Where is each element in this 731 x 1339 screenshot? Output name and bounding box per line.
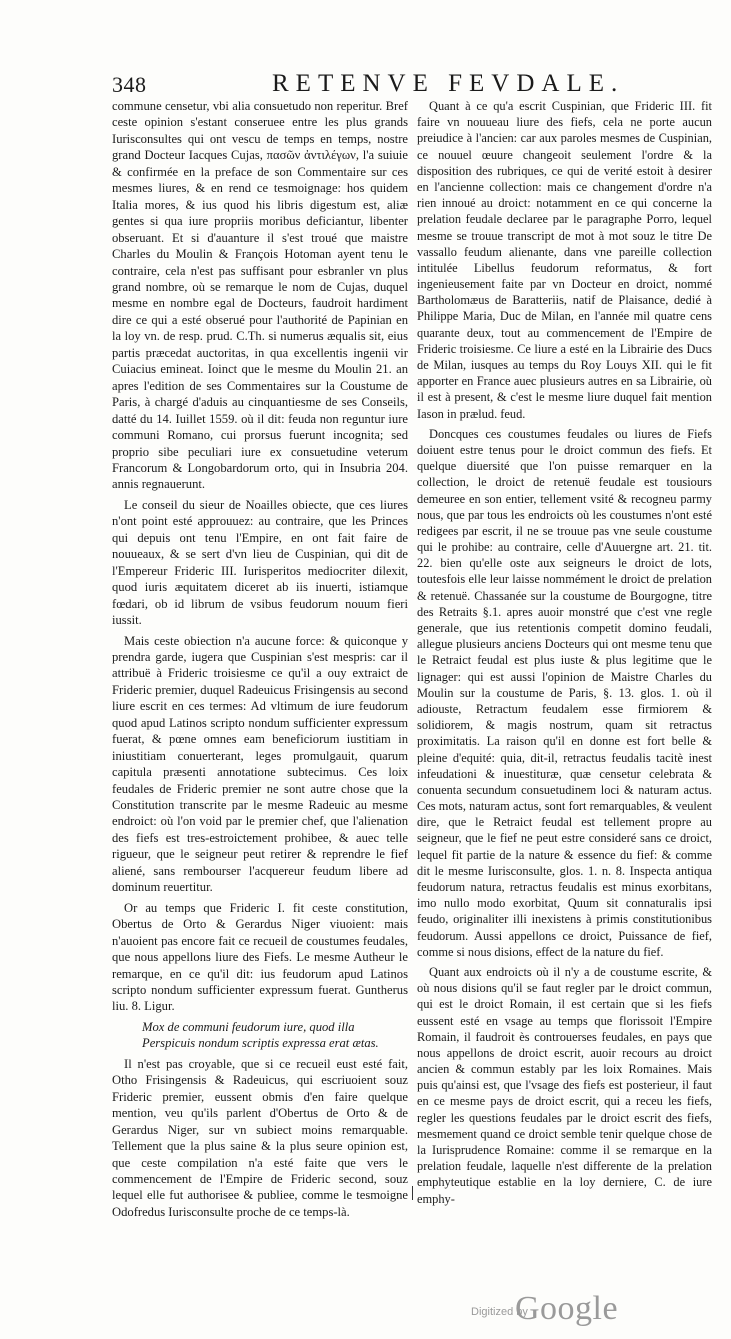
paragraph: Le conseil du sieur de Noailles obiecte, que ces liures n'ont point esté approuuez: au contraire, que les Princes qui depuis ont tenu l'Empire, en ont fait faire de nouueaux, & se sert d'vn lieu de Cuspinian, qui dit de l'Empereur Frideric III. Iurisperitos mediocriter dilexit, quod iuris æquitatem diceret ab iis inuerti, istiamque fœdari, ob id librum de vsibus feudorum nouum fieri iussit. <box>112 497 408 628</box>
verse-line: Perspicuis nondum scriptis expressa erat ætas. <box>142 1036 379 1051</box>
page-number: 348 <box>112 72 147 97</box>
paragraph: Quant aux endroicts où il n'y a de coustume escrite, & où nous disions qu'il se faut regler par le droict commun, qui est le droict Romain, il est certain que si les fiefs eussent esté en vsage au temps que florissoit l'Empire Romain, il faudroit ès controuerses feudales, en pays que nous appellons de droict escrit, auoir recours au droict ancien & commun estably par les loix Romaines. Mais puis qu'ainsi est, que l'vsage des fiefs est posterieur, il faut en ce mesme pays de droict escrit, qui a receu les fiefs, regler les questions feudales par le droict escrit des fiefs, mesmement quand ce droict semble tenir quelque chose de la Iurisprudence Romaine: comme il se remarque en la prelation feudale, laquelle n'est differente de la prelation emphyteutique establie en la loy derniere, C. de iure emphy- <box>417 964 712 1206</box>
paragraph: Doncques ces coustumes feudales ou liures de Fiefs doiuent estre tenus pour le droict commun des fiefs. Et quelque diuersité que l'on puisse remarquer en la collection, le droict de retenuë feudale est tousiours demeuree en son entier, tellement vsité & recogneu parmy nous, que par tous les endroicts où les coustumes n'ont esté redigees par escrit, il ne se trouue pas vne seule coustume qui le prohibe: au contraire, celle d'Auuergne art. 21. tit. 22. bien qu'elle oste aux seigneurs le droict de lots, toutesfois elle leur laisse nommément le droict de prelation & retenuë. Chassanée sur la coustume de Bourgogne, titre des Retraits §.1. apres auoir monstré que c'est vne regle generale, que ius retentionis competit domino feudali, allegue plusieurs anciens Docteurs qui ont mesme tenu que le Retraict feudal est plus iuste & plus legitime que le lignager: qui est aussi l'opinion de Maistre Charles du Moulin sur la coustume de Paris, §. 13. glos. 1. où il adiouste, Retractum feudalem esse firmiorem & solidiorem, & magis nostrum, quam sit retractus proximitatis. La raison qu'il en donne est fort belle & pleine d'equité: quia, dit-il, retractus feudalis tacitè inest infeudationi & inuestituræ, quæ censetur celebrata & conuenta secundum consuetudinem loci & naturam actus. Ces mots, naturam actus, sont fort remarquables, & veulent dire, que le Retraict feudal est tellement propre au seigneur, que le fief ne peut estre consideré sans ce droict, lequel fit partie de la nature & essence du fief: & comme dit le mesme Iurisconsulte, glos. 1. n. 8. Inspecta antiqua feudorum natura, retractus feudalis est minus exorbitans, imo nullo modo exorbitat, Quum sit connaturalis ipsi feudo, originaliter illi inexistens à primis constitutionibus feudorum. Aussi appellons ce droict, Puissance de fief, comme si nous disions, effect de la nature du fief. <box>417 426 712 959</box>
page-header <box>112 70 712 100</box>
paragraph: Or au temps que Frideric I. fit ceste constitution, Obertus de Orto & Gerardus Niger viuoient: mais n'auoient pas encore fait ce recueil de coustumes feudales, que nous appellons liure des Fiefs. Le mesme Autheur le remarque, en ce qu'il dit: ius feudorum apud Latinos scripto nondum sufficienter expressum fuerat. Guntherus liu. 8. Ligur. <box>112 900 408 1014</box>
right-column <box>417 98 712 1207</box>
paragraph: commune censetur, vbi alia consuetudo non reperitur. Bref ceste opinion s'estant conseruee entre les plus grands Iurisconsultes qui ont vescu de temps en temps, nostre grand Docteur Iacques Cujas, πασῶν ἀντιλέγων, l'a suiuie & confirmée en la preface de son Commentaire sur ces mesmes liures, & en rend ce tesmoignage: hos quidem Italia mores, & ius quod his libris digestum est, aliæ gentes si qua iure propriis moribus deficiantur, libenter obseruant. Et si d'auanture il s'est troué que maistre Charles du Moulin & François Hotoman ayent tenu le contraire, cela n'est pas suffisant pour esbranler vn plus grand nombre, où se remarque le nom de Cujas, duquel mesme en nombre egal de Docteurs, faudroit hardiment dire ce qui a esté obserué pour l'authorité de Papinian en la loy vn. de resp. prud. C.Th. si numerus æqualis sit, eius partis præcedat auctoritas, in qua excellentis ingenii vir Cuiacius emineat. Ioinct que le mesme du Moulin 21. an apres l'edition de ses Commentaires sur la Coustume de Paris, à chargé d'aduis au cinquantiesme de ses Conseils, datté du 14. Iuillet 1559. où il dit: feuda non reguntur iure communi Romano, cui prorsus fuerunt incognita; sed proprio sibe peculiari iure ex consuetudine veterum Francorum & Longobardorum orto, qui in Insubria 204. annis regnauerunt. <box>112 99 408 492</box>
left-column <box>112 98 408 1220</box>
google-logo: Google <box>515 1290 619 1327</box>
paragraph: Quant à ce qu'a escrit Cuspinian, que Frideric III. fit faire vn nouueau liure des fiefs, cela ne porte aucun preiudice à l'ancien: car aux paroles mesmes de Cuspinian, ce nouuel œuure changeoit seulement l'ordre & la disposition des rubriques, ce qui de verité estoit à desirer en l'ancienne collection: mais ce changement d'ordre n'a rien innoué au droict: notamment en ce qui concerne la prelation feudale declaree par le paragraphe Porro, lequel mesme se trouue transcript de mot à mot souz le titre De vassallo feudum alienante, dans vne pareille collection intitulée Libellus feudorum reformatus, & fort ingenieusement faite par vn Docteur en droict, nommé Bartholomæus de Baratteriis, natif de Plaisance, dedié à Philippe Maria, Duc de Milan, en l'année mil quatre cens quarante deux, tout au commencement de l'Empire de Frideric troisiesme. Ce liure a esté en la Librairie des Ducs de Milan, iusques au temps du Roy Louys XII. qui le fit apporter en France auec plusieurs autres en sa Librairie, où il est à present, & c'est le mesme liure duquel fait mention Iason in prælud. feud. <box>417 99 712 421</box>
running-title: RETENVE FEVDALE. <box>272 70 625 97</box>
verse-line: Mox de communi feudorum iure, quod illa <box>142 1019 355 1034</box>
paragraph: Il n'est pas croyable, que si ce recueil eust esté fait, Otho Frisingensis & Radeuicus, qui escriuoient souz Frideric premier, eussent obmis d'en faire quelque mention, veu qu'ils parlent d'Obertus de Orto & de Gerardus Niger, sur vn subiect moins remarquable. Tellement que la plus saine & la plus seure opinion est, que ceste compilation n'a esté faite que vers le commencement de l'Empire de Frideric second, souz lequel elle fut authorisee & publiee, comme le tesmoigne Odofredus Iurisconsulte proche de ce temps-là. <box>112 1056 408 1219</box>
column-divider <box>412 1186 413 1200</box>
paragraph: Mais ceste obiection n'a aucune force: & quiconque y prendra garde, iugera que Cuspinian s'est mespris: car il attribuë à Frideric troisiesme ce qu'il a ouy extraict de Frideric premier, duquel Radeuicus Frisingensis au second liure escrit en ces termes: Ad vltimum de iure feudorum quod apud Latinos scripto nondum sufficienter expressum fuerat, & pœne omnes eam beneficiorum iustitiam in iniustitiam conuerterant, leges promulgauit, quarum capitula præsenti annotatione subtecimus. Ces loix feudales de Frideric premier ne sont autre chose que la Constitution transcrite par le mesme Radeuic au mesme endroict: où l'on void par le premier chef, que l'alienation des fiefs est tres-estroictement prohibee, & auec telle rigueur, que le seigneur peut retirer & reprendre le fief aliené, sans rembourser l'acquereur feudum libere ad dominum reuertitur. <box>112 633 408 895</box>
watermark-prefix: Digitized by <box>471 1306 528 1318</box>
